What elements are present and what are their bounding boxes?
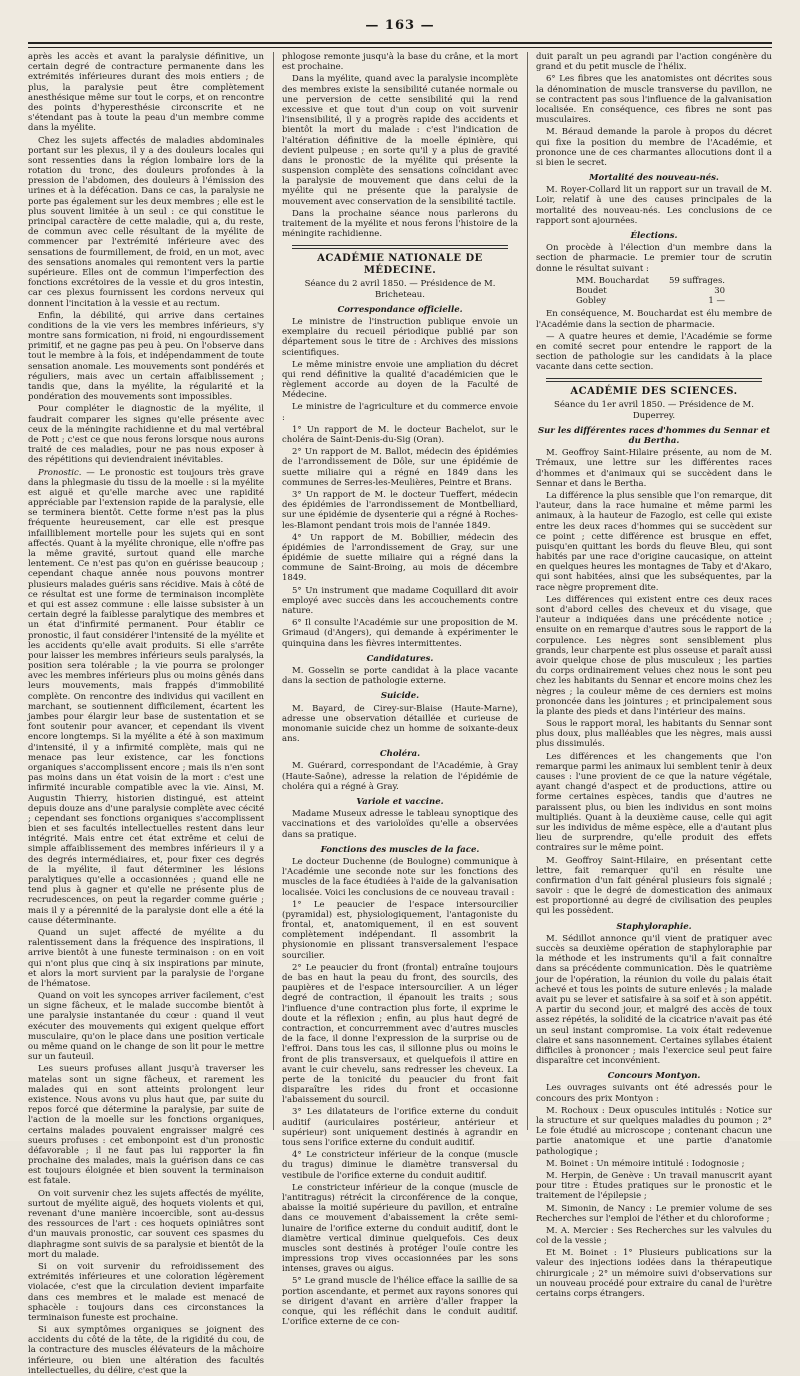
section-rule [292, 245, 508, 249]
section-rule [546, 378, 762, 382]
paragraph: Le constricteur inférieur de la conque (muscle de l'antitragus) rétrécit la circonférence de la conque, abaisse la moitié supérieure du pavillon, et entraîne dans ce mouvement d'abaissement la crête semi-lunaire de l'orifice externe du conduit auditif, dont le diamètre vertical diminue quelquefois. Ces deux muscles sont destinés à protéger l'ouïe contre les impressions trop vives occasionnées par les sons intenses, graves ou aigus. [282, 1182, 518, 1275]
paragraph [28, 468, 264, 926]
paragraph: La différence la plus sensible que l'on remarque, dit l'auteur, dans la race humaine et même parmi les animaux, à la hauteur de Fazoglo, est celle qui existe entre les deux races d'hommes qui se succèdent sur ce point ; cette différence est brusque en effet, puisqu'en quittant les bords du fleuve Bleu, qui sont habités par une race d'origine caucasique, on atteint en quelques heures les montagnes de Taby et d'Akaro, qui sont habitées, ainsi que les subséquentes, par la race nègre proprement dite. [536, 490, 772, 593]
paragraph: Quand on voit les syncopes arriver facilement, c'est un signe fâcheux, et le malade succombe bientôt à une paralysie instantanée du cœur : quand il veut exécuter des mouvements qui exigent quelque effort musculaire, qu'on le place dans une position verticale ou même quand on le change de son lit pour le mettre sur un fauteuil. [28, 991, 264, 1063]
vote-count: 1 — [708, 296, 726, 307]
paragraph: Les sueurs profuses allant jusqu'à traverser les matelas sont un signe fâcheux, et rarement les malades qui en sont atteints prolongent leur existence. Nous avons vu plus haut que, par suite du repos forcé que détermine la paralysie, par suite de l'action de la moelle sur les fonctions organiques, certains malades pouvaient engraisser malgré ces sueurs profuses : cet embonpoint est d'un pronostic défavorable ; il ne faut pas lui rapporter la fin prochaine des malades, mais la guérison dans ce cas est toujours éloignée et bien souvent la terminaison est fatale. [28, 1064, 264, 1187]
paragraph-text: — Le pronostic est toujours très grave dans la phlegmasie du tissu de la moelle : si la myélite est aiguë et qu'elle marche avec une rapidité appréciable par l'extension rapide de la paralysie, elle se terminera bientôt. Cette forme n'est pas la plus fréquente heureusement, car elle est presque infailliblement mortelle pour les sujets qui en sont affectés. Quant à la myélite chronique, elle n'offre pas la même gravité, surtout quand elle marche lentement. Ce n'est pas qu'on en guérisse beaucoup ; cependant chaque année nous pouvons montrer plusieurs malades guéris sans récidive. Mais à côté de ce résultat est une forme de terminaison incomplète et qui est assez commune : elle laisse subsister à un certain degré la faiblesse paralytique des membres et un état d'infirmité permanent. Pour établir ce pronostic, il faut considérer l'intensité de la myélite et les accidents qu'elle avait produits. Si elle s'arrête pour laisser les membres inférieurs seuls paralysés, la position sera tolérable ; la vie pourra se prolonger avec les membres inférieurs plus ou moins gênés dans leurs mouvements, mais frappés d'immobilité complète. On rencontre des individus qui vacillent en marchant, se soutiennent difficilement, écartent les jambes pour élargir leur base de sustentation et se font soutenir pour avancer, et cependant ils vivent encore longtemps. Si la myélite a été à son maximum d'intensité, il y a infirmité complète, mais qui ne menace pas leur existence, car les fonctions organiques s'accomplissent encore ; mais ils n'en sont pas moins dans un état voisin de la mort : c'est une infirmité incurable compatible avec la vie. Ainsi, M. Augustin Thierry, historien distingué, est atteint depuis douze ans d'une paralysie complète avec cécité ; cependant ses fonctions organiques s'accomplissent bien et ses facultés intellectuelles restent dans leur intégrité. Mais entre cet état extrême et celui de simple affaiblissement des membres inférieurs il y a des degrés intermédiaires, et, pour fixer ces degrés de la myélite, il faut déterminer les lésions paralytiques qu'elle a occasionnées ; quand elle ne tend plus à gagner et qu'elle ne présente plus de recrudescences, on peut la regarder comme guérie ; mais il y a pérennité de la paralysie dont elle a été la cause déterminante. [28, 467, 265, 926]
paragraph: 4° Un rapport de M. Bobillier, médecin des épidémies de l'arrondissement de Gray, sur une épidémie de suette miliaire qui a régné dans la commune de Saint-Broing, au mois de décembre 1849. [282, 532, 518, 584]
paragraph: 6° Il consulte l'Académie sur une proposition de M. Grimaud (d'Angers), qui demande à expérimenter le quinquina dans les fièvres intermittentes. [282, 618, 518, 649]
paragraph: Le même ministre envoie une ampliation du décret qui rend définitive la qualité d'académicien que le règlement accorde au doyen de la Faculté de Médecine. [282, 359, 518, 401]
paragraph: M. Gosselin se porte candidat à la place vacante dans la section de pathologie externe. [282, 665, 518, 687]
column-separator [527, 52, 528, 1130]
vote-count: 30 [714, 285, 726, 296]
paragraph: Dans la prochaine séance nous parlerons du traitement de la myélite et nous ferons l'histoire de la méningite rachidienne. [282, 208, 518, 240]
paragraph: Enfin, la débilité, qui arrive dans certaines conditions de la vie vers les membres inférieurs, s'y montre sans formication, ni froid, ni engourdissement primitif, et ne gagne pas peu à peu. On l'observe dans tout le membre à la fois, et indépendamment de toute sensation anomale. Les mouvements sont pondérés et réguliers, mais avec un certain affaiblissement ; tandis que, dans la myélite, la régularité et la pondération des mouvements sont impossibles. [28, 310, 264, 403]
paragraph: — A quatre heures et demie, l'Académie se forme en comité secret pour entendre le rapport de la section de pathologie sur les candidats à la place vacante dans cette section. [536, 331, 772, 373]
section-heading: Candidatures. [366, 653, 434, 664]
vote-row [576, 296, 731, 306]
column-3 [536, 52, 772, 1299]
paragraph: Les ouvrages suivants ont été adressés pour le concours des prix Montyon : [536, 1083, 772, 1104]
paragraph: M. Rochoux : Deux opuscules intitulés : Notice sur la structure et sur quelques maladies du poumon ; 2° Le foie étudié au microscope ; contenant chacun une partie anatomique et une partie d'anatomie pathologique ; [536, 1105, 772, 1157]
pronostic-label: Pronostic. [38, 467, 82, 478]
candidate-name: Gobley [576, 296, 606, 307]
paragraph: M. Béraud demande la parole à propos du décret qui fixe la position du membre de l'Académie, et prononce une de ces charmantes allocutions dont il a si bien le secret. [536, 127, 772, 168]
paragraph: après les accès et avant la paralysie définitive, un certain degré de contracture permanente dans les extrémités inférieures durant des mois entiers ; de plus, la paralysie peut être complètement anesthésique même sur tout le corps, et on rencontre des points d'hyperesthésie circonscrite et ne s'étendant pas à toute la peau d'un membre comme dans la myélite. [28, 52, 264, 134]
session-line: Séance du 2 avril 1850. — Présidence de M. Bricheteau. [304, 279, 496, 300]
academie-medecine-title: ACADÉMIE NATIONALE DE MÉDECINE. [317, 253, 483, 277]
section-heading: Fonctions des muscles de la face. [320, 844, 480, 855]
section-heading: Choléra. [379, 749, 421, 760]
header-rule [28, 42, 772, 48]
vote-row [576, 276, 731, 286]
paragraph: Le docteur Duchenne (de Boulogne) communique à l'Académie une seconde note sur les fonctions des muscles de la face étudiées à l'aide de la galvanisation localisée. Voici les conclusions de ce nouveau travail : [282, 856, 518, 898]
section-heading: Variole et vaccine. [356, 797, 444, 807]
section-heading: Suicide. [380, 691, 420, 702]
paragraph: M. Herpin, de Genève : Un travail manuscrit ayant pour titre : Études pratiques sur le pronostic et le traitement de l'épilepsie ; [536, 1170, 772, 1202]
paragraph: Les différences et les changements que l'on remarque parmi les animaux lui semblent tenir à deux causes : l'une provient de ce que la nature végétale, ayant changé d'aspect et de productions, attire ou forme certaines espèces, tandis que d'autres ne paraissent plus, ou bien les individus en sont moins multipliés. Quant à la deuxième cause, celle qui agit sur les individus de même espèce, elle a d'autant plus lieu de surprendre, qu'elle produit des effets contraires sur le même point. [536, 751, 772, 854]
candidate-name: MM. Bouchardat [576, 275, 649, 286]
column-2 [282, 52, 518, 1328]
paragraph: 6° Les fibres que les anatomistes ont décrites sous la dénomination de muscle transverse du pavillon, ne se contractent pas sous l'influence de la galvanisation localisée. En conséquence, ces fibres ne sont pas musculaires. [536, 74, 772, 126]
paragraph: M. Boinet : Un mémoire intitulé : Iodognosie ; [546, 1158, 745, 1169]
paragraph: 5° Un instrument que madame Coquillard dit avoir employé avec succès dans les accouchements contre nature. [282, 585, 518, 616]
column-1 [28, 52, 265, 1376]
paragraph: 1° Le peaucier de l'espace intersourcilier (pyramidal) est, physiologiquement, l'antagoniste du frontal, et, anatomiquement, il en est souvent complètement indépendant. Il assombrit la physionomie en plissant transversalement l'espace sourcilier. [282, 899, 518, 961]
paragraph: Quand un sujet affecté de myélite a du ralentissement dans la fréquence des inspirations, il arrive bientôt à une funeste terminaison : on en voit qui n'ont plus que cinq à six inspirations par minute, et alors la mort survient par la paralysie de l'organe de l'hématose. [28, 927, 264, 989]
paragraph: M. Geoffroy Saint-Hilaire présente, au nom de M. Trémaux, une lettre sur les différentes races d'hommes et d'animaux qui se succèdent dans le Sennar et dans le Bertha. [536, 448, 772, 489]
section-heading: Élections. [630, 231, 678, 241]
paragraph: 2° Un rapport de M. Ballot, médecin des épidémies de l'arrondissement de Dôle, sur une épidémie de suette miliaire qui a régné en 1849 dans les communes de Serres-les-Meulières, Peintre et Brans. [282, 447, 518, 488]
paragraph: Les différences qui existent entre ces deux races sont d'abord celles des cheveux et du visage, que l'auteur a indiquées dans une précédente notice ; ensuite on en remarque d'autres sous le rapport de la corpulence. Les nègres sont sensiblement plus grands, leur charpente est plus osseuse et paraît aussi avoir quelque chose de plus musculeux ; les parties du corps ordinairement velues chez nous le sont peu chez les habitants du Sennar et encore moins chez les nègres ; la couleur même de ces derniers est moins prononcée dans les jointures ; et principalement sous la plante des pieds et dans l'intérieur des mains. [536, 594, 772, 717]
paragraph: Sous le rapport moral, les habitants du Sennar sont plus doux, plus malléables que les nègres, mais aussi plus dissimulés. [536, 719, 772, 750]
session-line: Séance du 1er avril 1850. — Présidence de M. Duperrey. [554, 400, 754, 421]
paragraph: M. Bayard, de Cirey-sur-Blaise (Haute-Marne), adresse une observation détaillée et curieuse de monomanie suicide chez un homme de soixante-deux ans. [282, 703, 518, 745]
section-heading: Concours Montyon. [607, 1071, 701, 1082]
paragraph: Dans la myélite, quand avec la paralysie incomplète des membres existe la sensibilité cutanée normale ou une perversion de cette sensibilité qui la rend excessive et que tout d'un coup on voit survenir l'insensibilité, il y a progrès rapide des accidents et bientôt la mort du malade : c'est l'indication de l'altération définitive de la moelle épinière, qui devient pulpeuse ; en sorte qu'il y a plus de gravité dans le pronostic de la myélite qui présente la suspension complète des sensations coïncidant avec la paralysie de mouvement que dans celui de la myélite qui ne présente que la paralysie de mouvement avec conservation de la sensibilité tactile. [282, 74, 518, 207]
paragraph: On procède à l'élection d'un membre dans la section de pharmacie. Le premier tour de scrutin donne le résultat suivant : [536, 243, 772, 274]
paragraph: M. Geoffroy Saint-Hilaire, en présentant cette lettre, fait remarquer qu'il en résulte une confirmation d'un fait général plusieurs fois signalé ; savoir : que le degré de domestication des animaux est proportionné au degré de civilisation des peuples qui les possèdent. [536, 855, 772, 917]
paragraph: Et M. Boinet : 1° Plusieurs publications sur la valeur des injections iodées dans la thérapeutique chirurgicale ; 2° un mémoire suivi d'observations sur un nouveau procédé pour extraire du canal de l'urètre certains corps étrangers. [536, 1248, 772, 1299]
section-heading: Mortalité des nouveau-nés. [589, 173, 719, 184]
paragraph: M. A. Mercier : Ses Recherches sur les valvules du col de la vessie ; [536, 1225, 772, 1247]
paragraph: Madame Museux adresse le tableau synoptique des vaccinations et des varioloïdes qu'elle a observées dans sa pratique. [282, 809, 518, 840]
paragraph: 3° Les dilatateurs de l'orifice externe du conduit auditif (auriculaires postérieur, antérieur et supérieur) sont uniquement destinés à agrandir en tous sens l'orifice externe du conduit auditif. [282, 1107, 518, 1148]
paragraph: Le ministre de l'instruction publique envoie un exemplaire du recueil périodique publié par son département sous le titre de : Archives des missions scientifiques. [282, 316, 518, 358]
paragraph: M. Simonin, de Nancy : Le premier volume de ses Recherches sur l'emploi de l'éther et du chloroforme ; [536, 1203, 772, 1224]
paragraph: M. Royer-Collard lit un rapport sur un travail de M. Loir, relatif à une des causes principales de la mortalité des nouveau-nés. Les conclusions de ce rapport sont ajournées. [536, 185, 772, 226]
vote-count: 59 suffrages. [668, 275, 726, 286]
paragraph: 1° Un rapport de M. le docteur Bachelot, sur le choléra de Saint-Denis-du-Sig (Oran). [282, 424, 518, 445]
page-number: — 163 — [365, 18, 435, 33]
paragraph: M. Guérard, correspondant de l'Académie, à Gray (Haute-Saône), adresse la relation de l'épidémie de choléra qui a régné à Gray. [282, 761, 518, 792]
paragraph: Chez les sujets affectés de maladies abdominales portant sur les plexus, il y a des douleurs locales qui sont ressenties dans la région lombaire lors de la rotation du tronc, des douleurs profondes à la pression de l'abdomen, des douleurs à l'émission des urines et à la défécation. Dans ce cas, la paralysie ne porte pas également sur les deux membres ; elle est le plus souvent limitée à un seul : ce qui constitue le principal caractère de cette maladie, qui a, du reste, de commun avec celle résultant de la myélite de commencer par l'extrémité inférieure avec des sensations de fourmillement, de froid, en un mot, avec des sensations anomales qui remontent vers la partie supérieure. Elles ont de commun l'imperfection des fonctions excrétoires de la vessie et du gros intestin, car ces plexus fournissent les cordons nerveux qui donnent l'incitation à la vessie et au rectum. [28, 135, 264, 309]
paragraph: Le ministre de l'agriculture et du commerce envoie : [282, 402, 518, 423]
vote-table [576, 276, 731, 307]
vote-row [576, 286, 731, 296]
paragraph: duit paraît un peu agrandi par l'action congénère du grand et du petit muscle de l'hélix. [536, 52, 772, 73]
paragraph: M. Sédillot annonce qu'il vient de pratiquer avec succès sa deuxième opération de staphyloraphie par la méthode et les instruments qu'il a fait connaître dans sa précédente communication. Dès le quatrième jour de l'opération, la réunion du voile du palais était achevé et tous les points de suture enlevés ; la malade avait pu se lever et satisfaire à sa soif et à son appétit. A partir du second jour, et malgré des accès de toux assez répétés, la solidité de la cicatrice n'avait pas été un seul instant compromise. La voix était redevenue claire et sans nasonnement. Certaines syllabes étaient difficiles à prononcer ; mais l'exercice seul peut faire disparaître cet inconvénient. [536, 933, 772, 1067]
paragraph: En conséquence, M. Bouchardat est élu membre de l'Académie dans la section de pharmacie. [536, 309, 772, 330]
paragraph: 5° Le grand muscle de l'hélice efface la saillie de sa portion ascendante, et permet aux rayons sonores qui se dirigent d'avant en arrière d'aller frapper la conque, qui les réfléchit dans le conduit auditif. L'orifice externe de ce con- [282, 1276, 518, 1328]
section-heading: Staphyloraphie. [616, 921, 692, 932]
section-heading: Sur les différentes races d'hommes du Sennar et du Bertha. [537, 425, 770, 446]
paragraph: On voit survenir chez les sujets affectés de myélite, surtout de myélite aiguë, des hoquets violents et qui, revenant d'une manière incoercible, sont au-dessus des ressources de l'art : ces hoquets opiniâtres sont d'un mauvais pronostic, car souvent ces spasmes du diaphragme sont suivis de sa paralysie et bientôt de la mort du malade. [28, 1188, 264, 1260]
paragraph: 3° Un rapport de M. le docteur Tueffert, médecin des épidémies de l'arrondissement de Montbelliard, sur une épidémie de dysenterie qui a régné à Roches-les-Blamont pendant trois mois de l'année 1849. [282, 489, 518, 531]
candidate-name: Boudet [576, 285, 607, 296]
paragraph: 4° Le constricteur inférieur de la conque (muscle du tragus) diminue le diamètre transversal du vestibule de l'orifice externe du conduit auditif. [282, 1150, 518, 1181]
column-separator [273, 52, 274, 1130]
paragraph: phlogose remonte jusqu'à la base du crâne, et la mort est prochaine. [282, 52, 518, 73]
paragraph: Pour compléter le diagnostic de la myélite, il faudrait comparer les signes qu'elle présente avec ceux de la méningite rachidienne et du mal vertébral de Pott ; c'est ce que nous ferons lorsque nous aurons traité de ces maladies, pour ne pas nous exposer à des répétitions qui deviendraient inévitables. [28, 404, 264, 466]
academie-sciences-title: ACADÉMIE DES SCIENCES. [570, 386, 738, 398]
paragraph: 2° Le peaucier du front (frontal) entraîne toujours de bas en haut la peau du front, des sourcils, des paupières et de l'espace intersourcilier. A un léger degré de contraction, il épanouit les traits ; sous l'influence d'une contraction plus forte, il exprime le doute et la réflexion ; enfin, au plus haut degré de contraction, et concurremment avec d'autres muscles de la face, il donne l'expression de la surprise ou de l'effroi. Dans tous les cas, il sillonne plus ou moins le front de plis transversaux, et quelquefois il attire en avant le cuir chevelu, sans redresser les cheveux. La perte de la tonicité du peaucier du front fait disparaître les rides du front et occasionne l'abaissement du sourcil. [282, 962, 518, 1106]
section-heading: Correspondance officielle. [337, 304, 463, 315]
paragraph: Si aux symptômes organiques se joignent des accidents du côté de la tête, de la rigidité du cou, de la contracture des muscles élévateurs de la mâchoire inférieure, ou bien une altération des facultés intellectuelles, du délire, c'est que la [28, 1325, 264, 1376]
paragraph: Si on voit survenir du refroidissement des extrémités inférieures et une coloration légèrement violacée, c'est que la circulation devient imparfaite dans ces membres et le malade est menacé de sphacèle : toujours dans ces circonstances la terminaison funeste est prochaine. [28, 1261, 264, 1323]
